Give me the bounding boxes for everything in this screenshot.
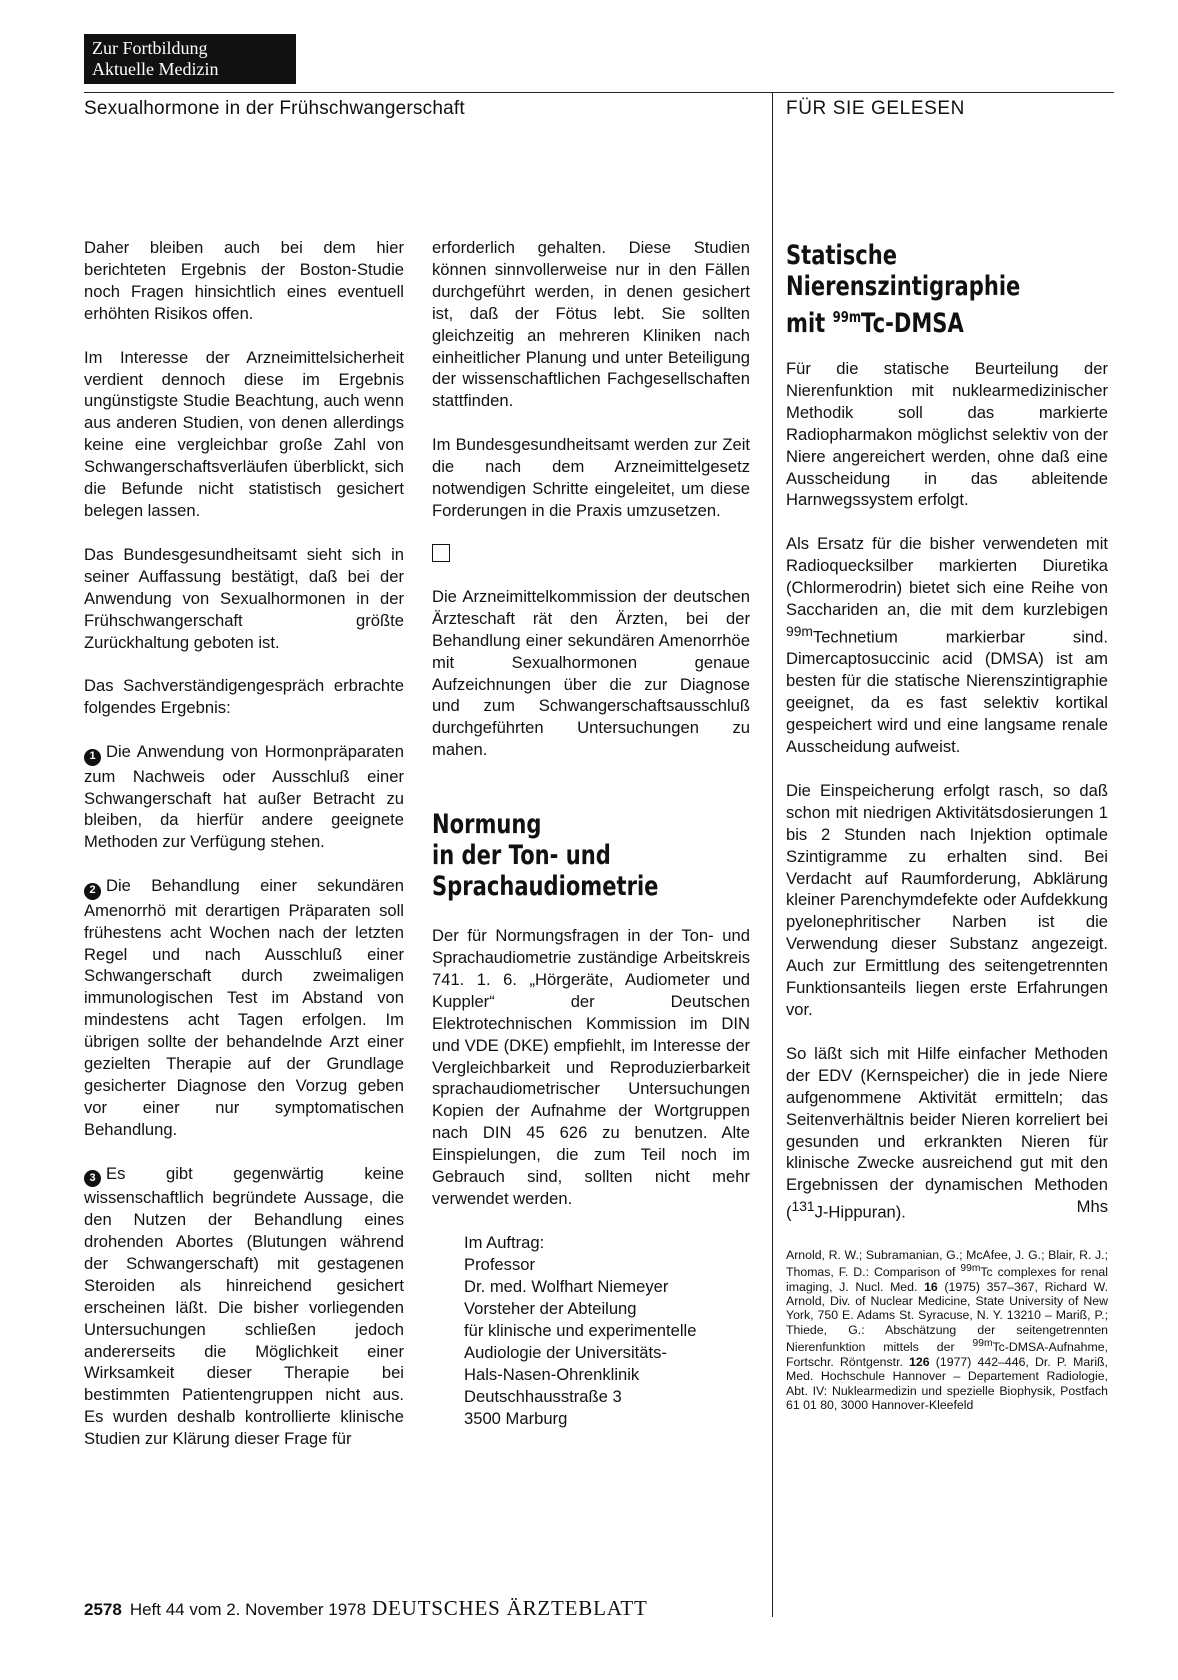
paragraph: Die Einspeicherung erfolgt rasch, so daß schon mit niedrigen Aktivitätsdosierungen 1 bis 2 Stunden nach Injektion optimale Szintigramme zu erhalten sind. Bei Verdacht auf Raumforderung, Abklärung kleiner Parenchymdefekte oder Aufdekkung pyelonephritischer Narben ist die Verwendung dieser Substanz angezeigt. Auch zur Ermittlung des seitengetrennten Funktionsanteils liegen erste Erfahrungen vor. — [786, 780, 1108, 1019]
address-line: Professor — [464, 1254, 536, 1274]
superscript: 99m — [960, 1263, 981, 1275]
paragraph: Im Interesse der Arzneimittelsicherheit verdient dennoch diese im Ergebnis ungünstigste Studie Beachtung, auch wenn aus anderen Studien, von denen allerdings keine eine vergleichbar große Zahl von Schwangerschaftsverläufen überblickt, sich die Befunde nicht statistisch gesichert belegen lassen. — [84, 347, 404, 520]
heading-line: Normung — [432, 809, 542, 841]
running-head: Sexualhormone in der Frühschwangerschaft — [84, 98, 465, 119]
superscript: 99m — [786, 622, 813, 639]
reference-text: Tc-DMSA-Aufnahme, Fortschr. Röntgenstr. — [786, 1340, 1108, 1369]
numbered-paragraph — [84, 741, 404, 853]
heading-line: Sprachaudiometrie — [432, 871, 659, 903]
paragraph: Für die statische Beurteilung der Nierenfunktion mit nuklearmedizinischer Methodik soll das markierte Radiopharmakon möglichst selektiv von der Niere angereichert werden, ohne daß eine Ausscheidung in das ableitende Harnwegssystem erfolgt. — [786, 359, 1108, 510]
paragraph-text: J-Hippuran). — [814, 1202, 906, 1222]
column-left — [84, 237, 404, 1472]
author-address — [464, 1232, 750, 1430]
reference-text: Tc complexes for renal imaging, J. Nucl. Med. — [786, 1265, 1108, 1294]
paragraph: Der für Normungsfragen in der Ton- und Sprachaudiometrie zuständige Arbeitskreis 741. 1. 6. „Hörgeräte, Audiometer und Kuppler“ der Deutschen Elektrotechnischen Kommission im DIN und VDE (DKE) empfiehlt, im Interesse der Vergleichbarkeit und Reproduzierbarkeit sprachaudiometrischer Untersuchungen Kopien der Aufnahme der Wortgruppen nach DIN 45 626 zu benutzen. Alte Einspielungen, die zum Teil noch im Gebrauch sind, sollten nicht mehr verwendet werden. — [432, 926, 750, 1208]
address-line: Vorsteher der Abteilung — [464, 1298, 637, 1318]
heading-line — [786, 302, 1037, 339]
header-rule — [84, 92, 1114, 93]
article-heading-normung — [432, 809, 680, 901]
magazine-title: DEUTSCHES ÄRZTEBLATT — [372, 1596, 648, 1620]
address-line: Im Auftrag: — [464, 1232, 545, 1252]
paragraph-text: Als Ersatz für die bisher verwendeten mit Radioquecksilber markierten Diuretika (Chlormerodrin) bietet sich eine Reihe von Sacchariden an, die mit dem kurzlebigen — [786, 534, 1108, 620]
paragraph: Daher bleiben auch bei dem hier berichteten Ergebnis der Boston-Studie noch Fragen hinsichtlich eines eventuell erhöhten Risikos offen. — [84, 238, 404, 323]
paragraph — [786, 533, 1108, 758]
section-tag — [84, 34, 296, 84]
paragraph: Das Sachverständigengespräch erbrachte folgendes Ergebnis: — [84, 676, 404, 718]
number-badge: 3 — [84, 1170, 101, 1187]
end-of-article-square-icon — [432, 544, 450, 562]
address-line: Dr. med. Wolfhart Niemeyer — [464, 1276, 669, 1296]
volume-number: 16 — [924, 1279, 938, 1294]
superscript: 131 — [791, 1198, 815, 1215]
heading-line: Statische — [786, 240, 898, 271]
superscript: 99m — [972, 1338, 993, 1350]
reference-text: Arnold, R. W.; Subramanian, G.; McAfee, J. G.; Blair, R. J.; Thomas, F. D.: Comparison of — [786, 1247, 1108, 1280]
heading-text: mit — [786, 308, 833, 339]
numbered-paragraph — [84, 1163, 404, 1450]
column-right — [786, 240, 1108, 1412]
number-badge: 2 — [84, 883, 101, 900]
paragraph-text: Die Anwendung von Hormonpräparaten zum Nachweis oder Ausschluß einer Schwangerschaft hat außer Betracht zu bleiben, da hierfür andere geeignete Methoden zur Verfügung stehen. — [84, 742, 404, 852]
author-signature: Mhs — [1076, 1197, 1108, 1217]
page-number: 2578 — [84, 1600, 122, 1619]
column-divider — [772, 92, 773, 1617]
article-heading-nierenszintigraphie — [786, 240, 1037, 339]
heading-line: Nierenszintigraphie — [786, 271, 1021, 302]
paragraph: erforderlich gehalten. Diese Studien können sinnvollerweise nur in den Fällen durchgeführt werden, in denen gesichert ist, daß der Fötus lebt. Sie sollten gleichzeitig an mehreren Kliniken nach einheitlicher Planung und unter Beteiligung der wissenschaftlichen Fachgesellschaften stattfinden. — [432, 238, 750, 411]
issue-info: Heft 44 vom 2. November 1978 — [129, 1600, 367, 1619]
reference-text: (1977) 442–446, Dr. P. Mariß, Med. Hochschule Hannover – Departement Radiologie, Abt. IV: Nuklearmedizin und spezielle Biophysik, Postfach 61 01 80, 3000 Hannover-Kleefeld — [786, 1354, 1108, 1412]
column-middle — [432, 237, 750, 1430]
references — [786, 1248, 1108, 1413]
address-line: Deutschhausstraße 3 — [464, 1386, 622, 1406]
paragraph-text: Es gibt gegenwärtig keine wissenschaftlich begründete Aussage, die den Nutzen der Behandlung eines drohenden Abortes (Blutungen während der Schwangerschaft) mit gestagenen Steroiden als hinreichend gesichert erscheinen läßt. Die bisher vorliegenden Untersuchungen schließen jedoch andererseits die Möglichkeit einer Wirksamkeit dieser Therapie bei bestimmten Patientengruppen nicht aus. Es wurden deshalb kontrollierte klinische Studien zur Klärung dieser Frage für — [84, 1163, 404, 1449]
page-footer — [84, 1596, 648, 1621]
reference-text: (1975) 357–367, Richard W. Arnold, Div. of Nuclear Medicine, State University of New York, 750 E. Adams St. Syracuse, N. Y. 13210 – Mariß, P.; Thiede, G.: Abschätzung der seitengetrennten Nierenfunktion mittels der — [786, 1279, 1108, 1355]
heading-line: in der Ton- und — [432, 840, 611, 872]
address-line: 3500 Marburg — [464, 1408, 568, 1428]
paragraph: Das Bundesgesundheitsamt sieht sich in seiner Auffassung bestätigt, daß bei der Anwendung von Sexualhormonen in der Frühschwangerschaft größte Zurückhaltung geboten ist. — [84, 544, 404, 652]
address-line: Audiologie der Universitäts- — [464, 1342, 667, 1362]
paragraph-text: So läßt sich mit Hilfe einfacher Methoden der EDV (Kernspeicher) die in jede Niere aufgenommene Aktivität ermitteln; das Seitenverhältnis beider Nieren korreliert bei gesunden und erkrankten Nieren für klinische Zwecke ausreichend gut mit den Ergebnissen der dynamischen Methoden ( — [786, 1043, 1108, 1222]
number-badge: 1 — [84, 749, 101, 766]
paragraph — [786, 1043, 1108, 1224]
address-line: für klinische und experimentelle — [464, 1320, 697, 1340]
paragraph-text: Technetium markierbar sind. Dimercaptosuccinic acid (DMSA) ist am besten für die statische Nierenszintigraphie geeignet, da es fast selektiv kortikal gespeichert wird und eine langsame renale Ausscheidung aufweist. — [786, 627, 1108, 757]
section-tag-line2: Aktuelle Medizin — [92, 59, 219, 79]
numbered-paragraph — [84, 875, 404, 1140]
section-head: FÜR SIE GELESEN — [786, 98, 965, 119]
paragraph: Im Bundesgesundheitsamt werden zur Zeit die nach dem Arzneimittelgesetz notwendigen Schritte eingeleitet, um diese Forderungen in die Praxis umzusetzen. — [432, 435, 750, 520]
paragraph-text: Die Behandlung einer sekundären Amenorrhö mit derartigen Präparaten soll frühestens acht Wochen nach der letzten Regel und nach Ausschluß einer Schwangerschaft durch zweimaligen immunologischen Test im Abstand von mindestens acht Tagen erfolgen. Im übrigen sollte der behandelnde Arzt einer gezielten Therapie auf der Grundlage gesicherter Diagnose den Vorzug geben vor einer nur symptomatischen Behandlung. — [84, 876, 404, 1139]
address-line: Hals-Nasen-Ohrenklinik — [464, 1364, 640, 1384]
heading-text: Tc-DMSA — [861, 308, 964, 339]
heading-superscript: 99m — [832, 308, 862, 326]
volume-number: 126 — [909, 1354, 930, 1369]
paragraph: Die Arzneimittelkommission der deutschen Ärzteschaft rät den Ärzten, bei der Behandlung einer sekundären Amenorrhöe mit Sexualhormonen genaue Aufzeichnungen über die zur Diagnose und zum Schwangerschaftsausschluß durchgeführten Untersuchungen zu mahen. — [432, 586, 750, 760]
section-tag-line1: Zur Fortbildung — [92, 38, 208, 58]
